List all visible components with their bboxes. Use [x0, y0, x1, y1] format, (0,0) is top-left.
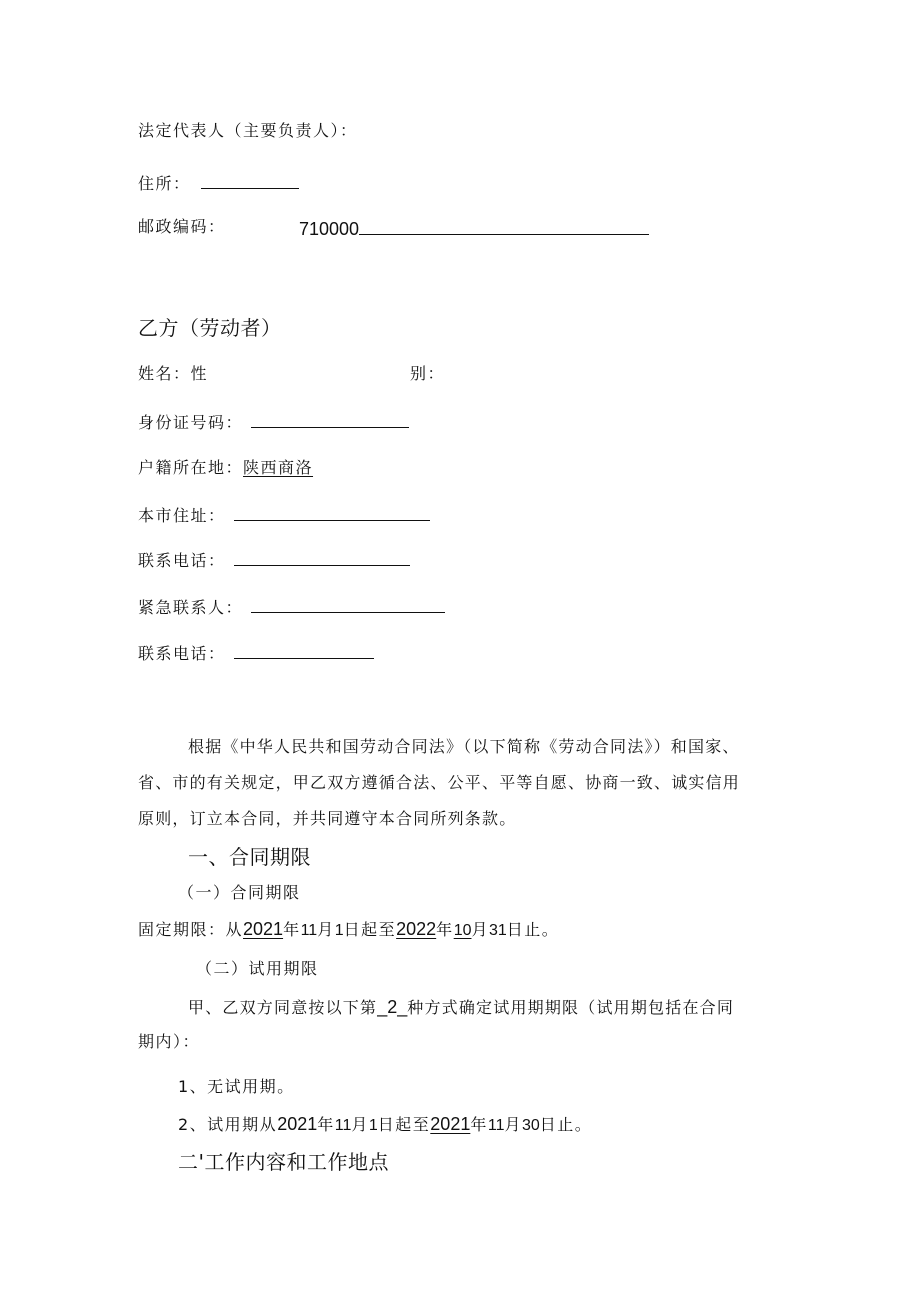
local-address-line — [138, 504, 430, 527]
opt2-year-char-2: 年 — [470, 1115, 488, 1134]
opt2-month-char: 月 — [351, 1115, 369, 1134]
hukou-value: 陕西商洛 — [243, 458, 314, 477]
local-address-blank[interactable] — [234, 504, 430, 521]
month-char: 月 — [317, 920, 335, 939]
start-month: 11 — [300, 922, 318, 939]
postcode-label: 邮政编码： — [138, 217, 226, 236]
opt2-end-year: 2021 — [430, 1114, 471, 1134]
name-line — [138, 363, 208, 385]
postcode-blank[interactable] — [359, 218, 649, 235]
legal-rep-line — [138, 120, 358, 142]
start-day: 1 — [334, 922, 344, 939]
opt2-year-char: 年 — [317, 1115, 335, 1134]
emergency-phone-blank[interactable] — [234, 642, 374, 659]
end-year: 2022 — [396, 919, 437, 939]
name-label: 姓名： — [138, 364, 191, 383]
id-blank[interactable] — [251, 411, 409, 428]
emergency-phone-line — [138, 642, 374, 665]
opt2-start-month: 11 — [334, 1117, 352, 1134]
hukou-label: 户籍所在地： — [138, 458, 244, 477]
end-day: 31 — [489, 922, 507, 939]
option-2-line — [178, 1113, 592, 1137]
intro-line-2: 省、市的有关规定，甲乙双方遵循合法、公平、平等自愿、协商一致、诚实信用 — [138, 773, 741, 792]
emergency-contact-label: 紧急联系人： — [138, 598, 244, 617]
legal-rep-label: 法定代表人（主要负责人）： — [138, 121, 358, 140]
opt2-end-month: 11 — [487, 1117, 505, 1134]
probation-choice[interactable]: _2_ — [377, 997, 408, 1017]
option-2-prefix: 2、试用期从 — [178, 1115, 278, 1134]
intro-line-1: 根据《中华人民共和国劳动合同法》（以下简称《劳动合同法》）和国家、 — [188, 737, 740, 756]
emergency-phone-label: 联系电话： — [138, 644, 226, 663]
probation-text-1: 甲、乙双方同意按以下第 — [188, 998, 378, 1017]
section-2-title: 二'工作内容和工作地点 — [178, 1150, 389, 1174]
gender-label-part1: 性 — [190, 364, 209, 383]
opt2-end-day: 30 — [521, 1117, 540, 1134]
id-line — [138, 411, 409, 434]
id-label: 身份证号码： — [138, 413, 244, 432]
end-month: 10 — [453, 922, 472, 939]
year-char: 年 — [283, 920, 301, 939]
fixed-term-line — [138, 918, 559, 942]
opt2-day-until: 日止。 — [539, 1115, 593, 1134]
hukou-line — [138, 457, 313, 479]
local-address-label: 本市住址： — [138, 506, 226, 525]
phone-blank[interactable] — [234, 549, 410, 566]
month-char-2: 月 — [471, 920, 489, 939]
postcode-line — [138, 216, 226, 238]
day-from: 日起至 — [343, 920, 397, 939]
section-1-sub-2: （二）试用期限 — [196, 959, 319, 978]
address-line — [138, 172, 299, 195]
phone-line — [138, 549, 410, 572]
day-until: 日止。 — [506, 920, 560, 939]
option-1: 1、无试用期。 — [178, 1077, 295, 1096]
party-b-heading: 乙方（劳动者） — [138, 316, 282, 340]
postcode-value: 710000 — [299, 219, 360, 239]
emergency-contact-line — [138, 596, 445, 619]
year-char-2: 年 — [436, 920, 454, 939]
address-label: 住所： — [138, 174, 191, 193]
probation-line-2: 期内）： — [138, 1032, 201, 1051]
gender-label-part2: 别： — [410, 364, 446, 383]
fixed-term-label: 固定期限：从 — [138, 920, 244, 939]
start-year: 2021 — [243, 919, 284, 939]
opt2-day-from: 日起至 — [377, 1115, 431, 1134]
section-1-sub-1: （一）合同期限 — [178, 883, 301, 902]
section-1-title: 一、合同期限 — [188, 845, 311, 869]
phone-label: 联系电话： — [138, 551, 226, 570]
opt2-month-char-2: 月 — [504, 1115, 522, 1134]
opt2-start-day: 1 — [368, 1117, 378, 1134]
probation-line-1 — [188, 996, 734, 1019]
address-blank[interactable] — [201, 172, 299, 189]
intro-line-3: 原则，订立本合同，并共同遵守本合同所列条款。 — [138, 809, 517, 828]
postcode-value-line — [299, 218, 649, 241]
probation-text-2: 种方式确定试用期期限（试用期包括在合同 — [407, 998, 735, 1017]
opt2-start-year: 2021 — [277, 1114, 318, 1134]
emergency-contact-blank[interactable] — [251, 596, 445, 613]
